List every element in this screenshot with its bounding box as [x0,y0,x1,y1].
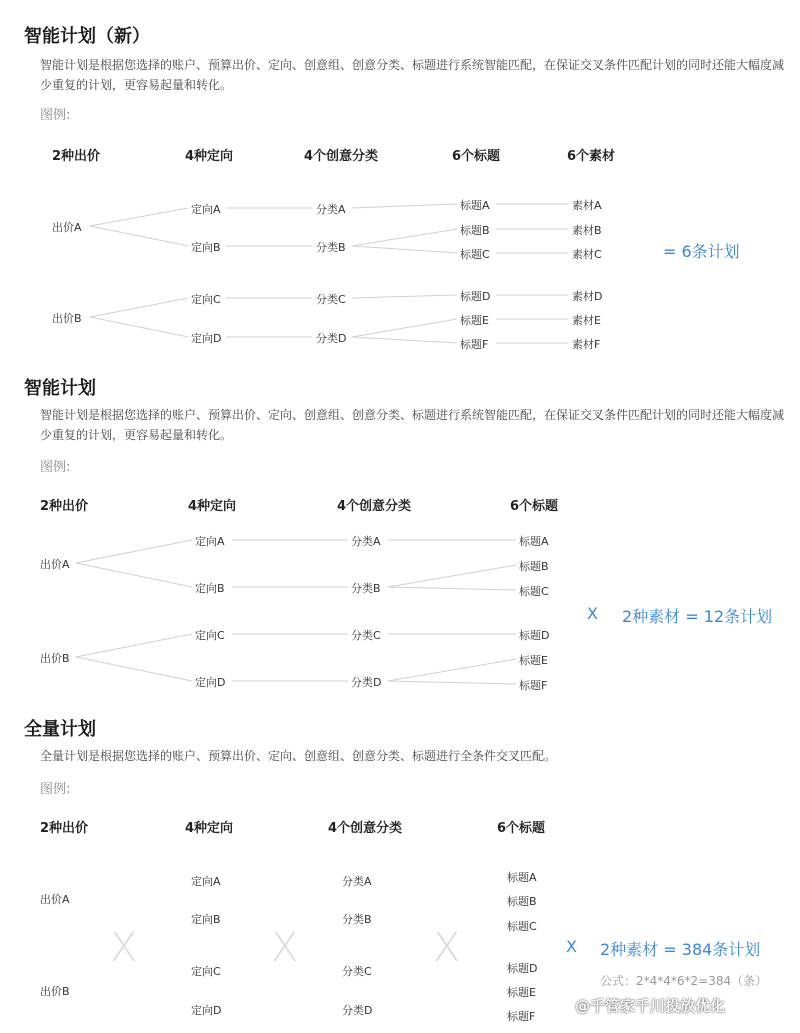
category-node: 分类B [316,241,346,254]
column-header: 4种定向 [188,499,237,514]
bid-node: 出价A [40,558,70,571]
material-node: 素材A [572,199,602,212]
bid-node: 出价B [40,985,70,998]
section-title: 全量计划 [24,719,96,740]
title-node: 标题A [519,535,549,548]
title-node: 标题E [460,314,489,327]
legend-label: 图例: [40,108,71,123]
column-header: 6个标题 [510,499,559,514]
title-node: 标题F [460,338,489,351]
category-node: 分类D [342,1004,373,1017]
column-header: 2种出价 [52,149,101,164]
material-node: 素材F [572,338,601,351]
title-node: 标题D [507,962,538,975]
column-header: 4个创意分类 [304,149,379,164]
target-node: 定向A [195,535,225,548]
column-header: 2种出价 [40,821,89,836]
category-node: 分类C [342,965,372,978]
category-node: 分类A [316,203,346,216]
column-header: 2种出价 [40,499,89,514]
column-header: 6个素材 [567,149,616,164]
title-node: 标题B [460,224,490,237]
category-node: 分类A [351,535,381,548]
watermark: @千管家千川投放优化 [575,997,726,1015]
bid-node: 出价A [40,893,70,906]
material-node: 素材C [572,248,602,261]
result-label: 2种素材 = 384条计划 [600,940,761,959]
multiply-sign: X [566,937,577,956]
column-header: 6个标题 [452,149,501,164]
title-node: 标题E [507,986,536,999]
title-node: 标题C [460,248,490,261]
bid-node: 出价A [52,221,82,234]
category-node: 分类C [316,293,346,306]
title-node: 标题C [519,585,549,598]
formula-text: 公式：2*4*4*6*2=384（条） [600,974,768,988]
title-node: 标题E [519,654,548,667]
target-node: 定向B [191,913,221,926]
material-node: 素材D [572,290,603,303]
target-node: 定向D [195,676,226,689]
section-description: 智能计划是根据您选择的账户、预算出价、定向、创意组、创意分类、标题进行系统智能匹配，在保证交叉条件匹配计划的同时还能大幅度减少重复的计划，更容易起量和转化。 [40,58,785,92]
category-node: 分类B [342,913,372,926]
section-title: 智能计划（新） [24,26,150,47]
section-title: 智能计划 [24,378,96,399]
title-node: 标题D [460,290,491,303]
bid-node: 出价B [52,312,82,325]
title-node: 标题A [507,871,537,884]
title-node: 标题F [519,679,548,692]
target-node: 定向B [191,241,221,254]
legend-label: 图例: [40,782,71,797]
legend-label: 图例: [40,460,71,475]
result-label: = 6条计划 [663,242,740,261]
title-node: 标题B [507,895,537,908]
column-header: 6个标题 [497,821,546,836]
target-node: 定向C [191,965,221,978]
target-node: 定向A [191,203,221,216]
column-header: 4个创意分类 [328,821,403,836]
target-node: 定向C [195,629,225,642]
section-description: 全量计划是根据您选择的账户、预算出价、定向、创意组、创意分类、标题进行全条件交叉匹配。 [40,749,557,763]
bid-node: 出价B [40,652,70,665]
target-node: 定向C [191,293,221,306]
cross-sign: X [110,925,138,971]
section-description: 智能计划是根据您选择的账户、预算出价、定向、创意组、创意分类、标题进行系统智能匹配，在保证交叉条件匹配计划的同时还能大幅度减少重复的计划，更容易起量和转化。 [40,408,785,442]
category-node: 分类A [342,875,372,888]
multiply-sign: X [587,604,598,623]
material-node: 素材B [572,224,602,237]
cross-sign: X [271,925,299,971]
cross-sign: X [433,925,461,971]
title-node: 标题A [460,199,490,212]
column-header: 4种定向 [185,149,234,164]
target-node: 定向B [195,582,225,595]
column-header: 4种定向 [185,821,234,836]
title-node: 标题B [519,560,549,573]
category-node: 分类D [351,676,382,689]
title-node: 标题C [507,920,537,933]
category-node: 分类C [351,629,381,642]
title-node: 标题F [507,1010,536,1023]
title-node: 标题D [519,629,550,642]
category-node: 分类D [316,332,347,345]
category-node: 分类B [351,582,381,595]
target-node: 定向A [191,875,221,888]
column-header: 4个创意分类 [337,499,412,514]
target-node: 定向D [191,1004,222,1017]
result-label: 2种素材 = 12条计划 [622,607,773,626]
material-node: 素材E [572,314,601,327]
target-node: 定向D [191,332,222,345]
